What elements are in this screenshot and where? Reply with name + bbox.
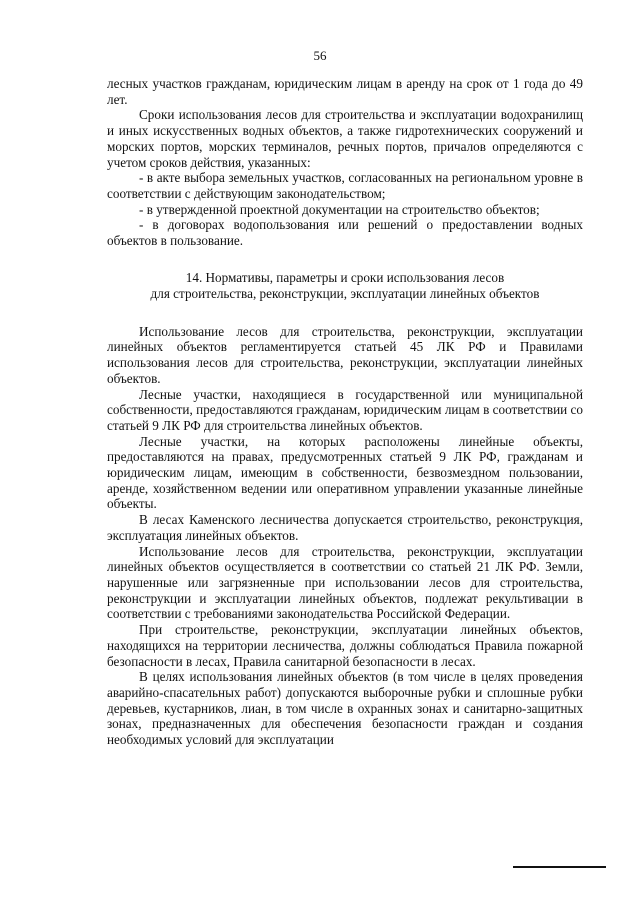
paragraph-regulation: Использование лесов для строительства, реконструкции, эксплуатации линейных объектов регламентируется статьей 45 ЛК РФ и Правилами использования лесов для строительства, реконструкции, эксплуатации линейных объектов. [107, 323, 583, 386]
footer-rule [513, 866, 606, 868]
section-heading-line-1: 14. Нормативы, параметры и сроки использования лесов [185, 269, 505, 285]
paragraph-article-21: Использование лесов для строительства, реконструкции, эксплуатации линейных объектов осуществляется в соответствии со статьей 21 ЛК РФ. Земли, нарушенные или загрязненные при использовании лесов для строительства, реконструкции и эксплуатации линейных объектов, подлежат рекультивации в соответствии с требованиями законодательства Российской Федерации. [107, 543, 583, 622]
list-item-project-docs: - в утвержденной проектной документации на строительство объектов; [139, 201, 540, 217]
body-text [107, 76, 583, 748]
paragraph-kamensky-forestry: В лесах Каменского лесничества допускается строительство, реконструкция, эксплуатация линейных объектов. [107, 512, 583, 543]
paragraph-continued: лесных участков гражданам, юридическим лицам в аренду на срок от 1 года до 49 лет. [107, 76, 583, 107]
paragraph-terms: Сроки использования лесов для строительства и эксплуатации водохранилищ и иных искусственных водных объектов, а также гидротехнических сооружений и морских портов, морских терминалов, речных портов, причалов определяются с учетом сроков действия, указанных: [107, 107, 583, 170]
section-heading-line-2: для строительства, реконструкции, эксплуатации линейных объектов [150, 285, 540, 301]
paragraph-logging: В целях использования линейных объектов (в том числе в целях проведения аварийно-спасательных работ) допускаются выборочные рубки и сплошные рубки деревьев, кустарников, лиан, в том числе в охранных зонах и санитарно-защитных зонах, предназначенных для обеспечения безопасности граждан и создания необходимых условий для эксплуатации [107, 669, 583, 748]
paragraph-land-plots-rights: Лесные участки, на которых расположены линейные объекты, предоставляются на правах, предусмотренных статьей 9 ЛК РФ, гражданам и юридическим лицам, имеющим в собственности, безвозмездном пользовании, аренде, хозяйственном ведении или оперативном управлении указанные линейные объекты. [107, 433, 583, 512]
paragraph-land-plots-state: Лесные участки, находящиеся в государственной или муниципальной собственности, предоставляются гражданам, юридическим лицам в соответствии со статьей 9 ЛК РФ для строительства линейных объектов. [107, 386, 583, 433]
section-heading [107, 270, 583, 302]
list-item-act: - в акте выбора земельных участков, согласованных на региональном уровне в соответствии с действующим законодательством; [107, 170, 583, 201]
list-item-water-contracts: - в договорах водопользования или решений о предоставлении водных объектов в пользование. [107, 217, 583, 249]
page-number: 56 [313, 48, 327, 63]
paragraph-safety-rules: При строительстве, реконструкции, эксплуатации линейных объектов, находящихся на территории лесничества, должны соблюдаться Правила пожарной безопасности в лесах, Правила санитарной безопасности в лесах. [107, 622, 583, 669]
